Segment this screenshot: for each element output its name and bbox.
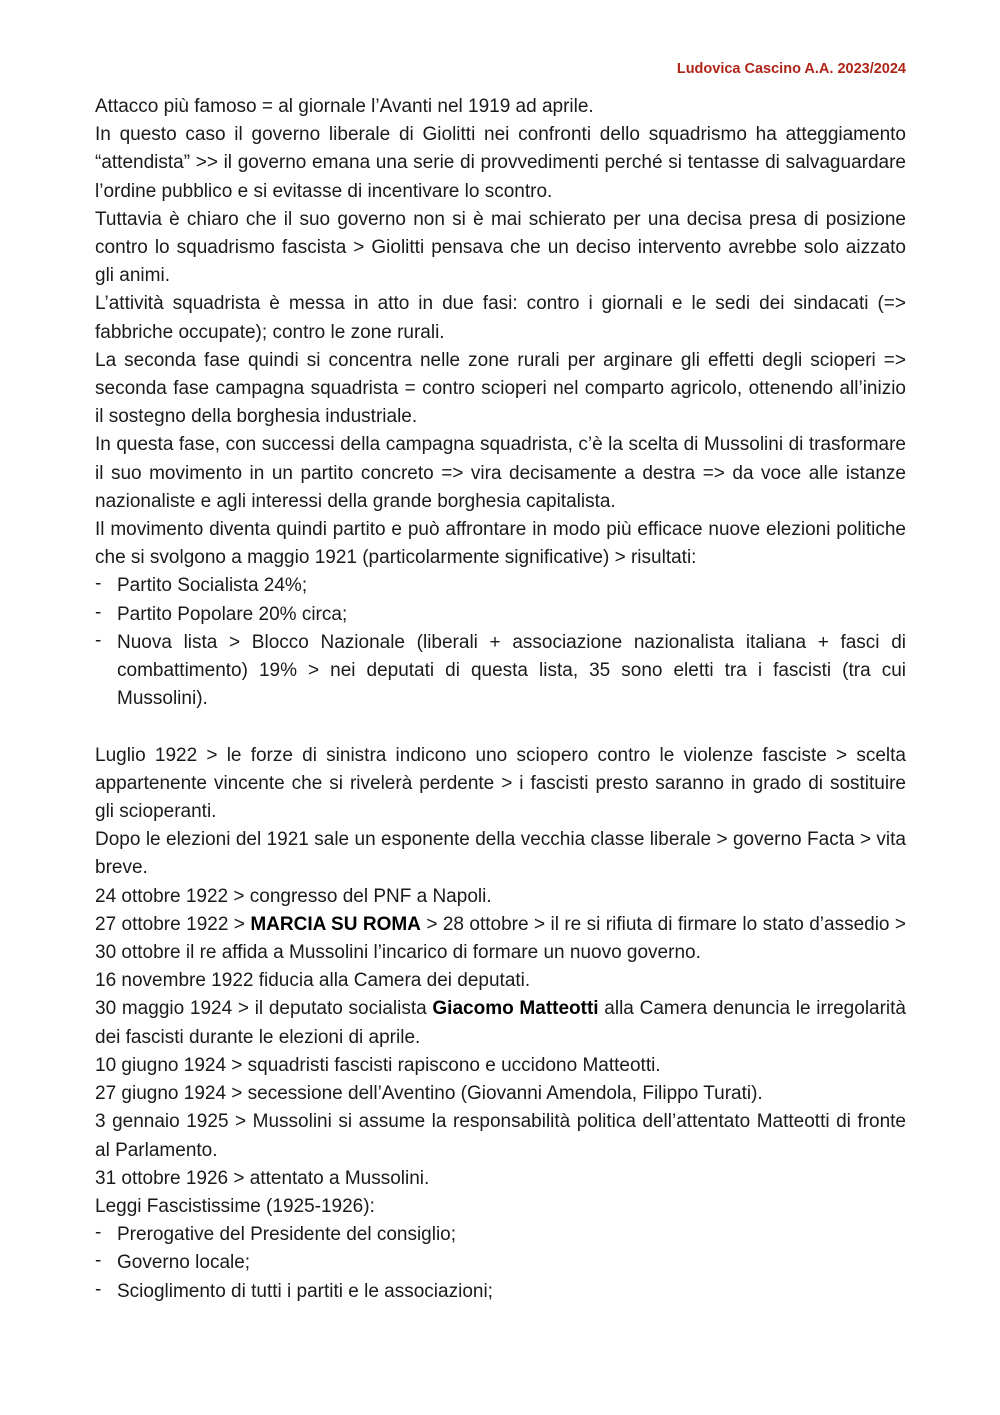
bullet-dash: - [95,1222,102,1244]
paragraph: 16 novembre 1922 fiducia alla Camera dei deputati. [95,970,531,992]
page-content [95,93,906,1306]
paragraph: 24 ottobre 1922 > congresso del PNF a Napoli. [95,885,492,907]
paragraph: 3 gennaio 1925 > Mussolini si assume la responsabilità politica dell’attentato Matteotti di fronte al Parlamento. [95,1111,906,1161]
paragraph: Luglio 1922 > le forze di sinistra indicono uno sciopero contro le violenze fasciste > scelta appartenente vincente che si rivelerà perdente > i fascisti presto saranno in grado di sostituire gli scioperanti. [95,744,906,823]
bullet-dash: - [95,629,102,651]
text-run: alla Camera denuncia le irregolarità dei fascisti durante le elezioni di aprile. [95,998,906,1048]
text-run: 30 maggio 1924 > il deputato socialista [95,998,433,1020]
paragraph [95,911,906,967]
paragraph: In questa fase, con successi della campagna squadrista, c’è la scelta di Mussolini di trasformare il suo movimento in un partito concreto => vira decisamente a destra => da voce alle istanze nazionaliste e agli interessi della grande borghesia capitalista. [95,434,906,512]
list-item-text: Nuova lista > Blocco Nazionale (liberali + associazione nazionalista italiana + fasci di combattimento) 19% > nei deputati di questa lista, 35 sono eletti tra i fascisti (tra cui Mussolini). [117,631,906,710]
bold-term: Giacomo Matteotti [432,998,599,1020]
paragraph: Dopo le elezioni del 1921 sale un esponente della vecchia classe liberale > governo Facta > vita breve. [95,829,906,879]
page-header: Ludovica Cascino A.A. 2023/2024 [676,61,906,77]
laws-list [95,1221,906,1306]
paragraph [95,995,906,1051]
blank-line [95,713,906,741]
list-item-text: Governo locale; [117,1252,251,1274]
paragraph: 31 ottobre 1926 > attentato a Mussolini. [95,1167,430,1189]
list-item [95,1278,906,1306]
list-item-text: Partito Socialista 24%; [117,575,308,597]
list-item [95,629,906,714]
paragraph: La seconda fase quindi si concentra nelle zone rurali per arginare gli effetti degli scioperi => seconda fase campagna squadrista = contro scioperi nel comparto agricolo, ottenendo all’inizio il sostegno della borghesia industriale. [95,349,906,428]
paragraph: L’attività squadrista è messa in atto in due fasi: contro i giornali e le sedi dei sindacati (=> fabbriche occupate); contro le zone rurali. [95,293,906,343]
bold-term: MARCIA SU ROMA [250,913,421,935]
paragraph: In questo caso il governo liberale di Giolitti nei confronti dello squadrismo ha atteggiamento “attendista” >> il governo emana una serie di provvedimenti perché si tentasse di salvaguardare l’ordine pubblico e si evitasse di incentivare lo scontro. [95,124,906,202]
list-item [95,572,906,600]
text-run: > 28 ottobre > il re si rifiuta di firmare lo stato d’assedio > 30 ottobre il re affida a Mussolini l’incarico di formare un nuovo governo. [95,913,907,964]
paragraph: Attacco più famoso = al giornale l’Avanti nel 1919 ad aprile. [95,96,594,117]
list-item-text: Partito Popolare 20% circa; [117,603,348,625]
bullet-dash: - [95,573,102,595]
bullet-dash: - [95,1278,102,1300]
paragraph: 27 giugno 1924 > secessione dell’Aventino (Giovanni Amendola, Filippo Turati). [95,1083,763,1105]
list-item-text: Prerogative del Presidente del consiglio; [117,1224,457,1246]
bullet-dash: - [95,1250,102,1272]
election-results-list [95,572,906,713]
list-item [95,1221,906,1249]
paragraph: Il movimento diventa quindi partito e può affrontare in modo più efficace nuove elezioni politiche che si svolgono a maggio 1921 (particolarmente significative) > risultati: [95,519,906,569]
list-item [95,601,906,629]
bullet-dash: - [95,601,102,623]
list-item-text: Scioglimento di tutti i partiti e le associazioni; [117,1280,493,1302]
text-run: 27 ottobre 1922 > [95,913,251,935]
paragraph: Tuttavia è chiaro che il suo governo non si è mai schierato per una decisa presa di posizione contro lo squadrismo fascista > Giolitti pensava che un deciso intervento avrebbe solo aizzato gli animi. [95,208,906,287]
paragraph: 10 giugno 1924 > squadristi fascisti rapiscono e uccidono Matteotti. [95,1054,661,1076]
paragraph: Leggi Fascistissime (1925-1926): [95,1195,375,1217]
list-item [95,1249,906,1277]
